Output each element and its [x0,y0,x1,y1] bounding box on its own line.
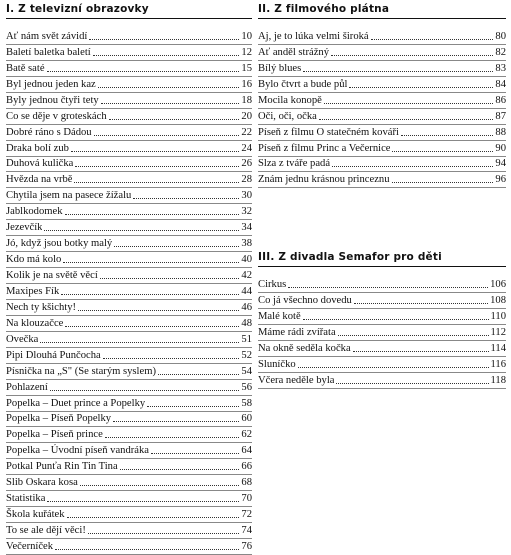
entry-title: Popelka – Duet prince a Popelky [6,397,146,409]
toc-entry [258,61,506,77]
toc-entry [6,539,252,555]
toc-entry [6,236,252,252]
dot-leader [354,303,488,304]
toc-entry [258,341,506,357]
toc-entry [258,125,506,141]
dot-leader [114,246,239,247]
entry-page-number: 112 [490,327,506,339]
toc-entry [258,77,506,93]
entry-page-number: 20 [241,110,252,122]
dot-leader [93,55,240,56]
entry-title: Popelka – Píseň prince [6,429,103,441]
entry-title: Bílý blues [258,62,302,74]
dot-leader [44,230,239,231]
dot-leader [332,166,493,167]
entry-title: Píseň z filmu Princ a Večernice [258,142,391,154]
toc-entry [6,491,252,507]
entry-page-number: 60 [241,413,252,425]
entry-page-number: 42 [241,270,252,281]
entry-page-number: 96 [495,174,506,186]
dot-leader [147,406,239,407]
entry-page-number: 64 [241,445,252,457]
toc-entry [6,459,252,475]
dot-leader [75,166,239,167]
dot-leader [349,87,493,88]
dot-leader [331,55,493,56]
entry-title: Popelka – Píseň Popelky [6,413,112,425]
toc-list-film [258,29,506,188]
entry-title: Včera neděle byla [258,374,335,386]
toc-entry [6,380,252,396]
dot-leader [324,103,494,104]
toc-entry [6,220,252,236]
entry-title: Večerníček [6,540,54,552]
toc-entry [258,309,506,325]
toc-entry [6,507,252,523]
dot-leader [67,517,240,518]
dot-leader [151,453,239,454]
entry-title: Pipi Dlouhá Punčocha [6,349,101,361]
dot-leader [133,198,239,199]
dot-leader [288,287,488,288]
entry-page-number: 84 [495,78,506,90]
dot-leader [101,103,240,104]
dot-leader [61,294,239,295]
entry-title: Píseň z filmu O statečném kováři [258,126,399,138]
dot-leader [319,119,494,120]
dot-leader [103,358,240,359]
entry-page-number: 24 [241,142,252,154]
dot-leader [120,469,240,470]
entry-page-number: 94 [495,158,506,170]
toc-entry [6,396,252,412]
entry-title: Pohlazení [6,381,48,393]
entry-page-number: 116 [490,359,506,370]
entry-title: Slib Oskara kosa [6,477,78,489]
toc-entry [6,172,252,188]
entry-title: Malé kotě [258,311,301,323]
entry-title: Mocila konopě [258,94,322,106]
entry-title: Oči, oči, očka [258,110,317,122]
entry-page-number: 58 [241,397,252,409]
entry-page-number: 26 [241,158,252,170]
dot-leader [71,151,239,152]
entry-title: Jezevčík [6,222,43,234]
entry-title: Duhová kulička [6,158,74,170]
entry-title: Draka bolí zub [6,142,69,154]
entry-title: Dobré ráno s Dádou [6,126,92,138]
entry-title: Kolik je na světě věcí [6,270,98,281]
entry-title: Sluníčko [258,359,296,370]
dot-leader [371,39,494,40]
entry-title: Baletí baletka baletí [6,46,91,58]
entry-page-number: 54 [241,365,252,377]
entry-page-number: 44 [241,285,252,297]
entry-page-number: 18 [241,94,252,106]
toc-entry [258,373,506,389]
entry-title: Hvězda na vrbě [6,174,73,186]
toc-entry [258,29,506,45]
toc-entry [258,325,506,341]
toc-list-television [6,29,252,555]
entry-title: Nech ty kšichty! [6,301,77,313]
dot-leader [401,135,493,136]
toc-entry [6,284,252,300]
dot-leader [109,119,240,120]
toc-entry [6,475,252,491]
entry-page-number: 46 [241,301,252,313]
entry-title: Batě saté [6,62,45,74]
entry-page-number: 110 [490,311,506,323]
toc-entry [258,293,506,309]
entry-title: Ať anděl strážný [258,46,330,58]
toc-entry [6,204,252,220]
entry-title: Písnička na „S" (Se starým syslem) [6,365,156,377]
entry-page-number: 51 [241,333,252,345]
entry-title: Maxipes Fík [6,285,60,297]
toc-entry [6,300,252,316]
entry-title: Statistika [6,493,46,505]
left-column [6,0,252,555]
entry-page-number: 40 [241,254,252,266]
entry-page-number: 74 [241,525,252,536]
entry-title: Znám jednu krásnou princeznu [258,174,390,186]
dot-leader [89,39,239,40]
dot-leader [392,151,493,152]
toc-entry [6,45,252,61]
toc-entry [6,443,252,459]
toc-entry [258,357,506,373]
entry-page-number: 16 [241,78,252,90]
toc-entry [6,427,252,443]
entry-title: Škola kuřátek [6,509,65,521]
toc-entry [258,93,506,109]
section-title-semafor: III. Z divadla Semafor pro děti [258,248,506,267]
toc-entry [6,157,252,173]
dot-leader [303,71,493,72]
entry-page-number: 52 [241,349,252,361]
dot-leader [353,351,489,352]
entry-page-number: 106 [490,279,506,291]
toc-entry [6,348,252,364]
entry-title: Kdo má kolo [6,254,62,266]
toc-entry [6,332,252,348]
entry-page-number: 34 [241,222,252,234]
toc-entry [6,188,252,204]
entry-page-number: 38 [241,238,252,250]
entry-page-number: 10 [241,30,252,42]
entry-page-number: 76 [241,540,252,552]
entry-page-number: 30 [241,190,252,202]
toc-entry [258,109,506,125]
entry-title: Jó, když jsou botky malý [6,238,113,250]
dot-leader [63,262,239,263]
entry-title: Co se děje v groteskách [6,110,107,122]
entry-page-number: 22 [241,126,252,138]
toc-entry [6,364,252,380]
entry-title: To se ale dějí věci! [6,525,86,536]
dot-leader [47,501,239,502]
entry-page-number: 87 [495,110,506,122]
entry-page-number: 118 [490,374,506,386]
entry-page-number: 83 [495,62,506,74]
entry-title: Byl jednou jeden kaz [6,78,96,90]
entry-title: Ať nám svět závidí [6,30,88,42]
toc-entry [6,125,252,141]
entry-title: Slza z tváře padá [258,158,331,170]
toc-entry [6,523,252,539]
toc-entry [6,316,252,332]
right-column [258,0,506,389]
entry-page-number: 56 [241,381,252,393]
entry-title: Byly jednou čtyři tety [6,94,99,106]
dot-leader [78,310,239,311]
entry-title: Popelka – Úvodní píseň vandráka [6,445,149,457]
entry-title: Na okně seděla kočka [258,343,351,355]
entry-page-number: 80 [495,30,506,42]
toc-entry [6,77,252,93]
section-title-television: I. Z televizní obrazovky [6,0,252,19]
entry-page-number: 48 [241,317,252,329]
toc-entry [258,141,506,157]
dot-leader [98,87,240,88]
entry-page-number: 72 [241,509,252,521]
dot-leader [113,421,239,422]
entry-page-number: 70 [241,493,252,505]
entry-title: Aj, je to lúka velmi široká [258,30,369,42]
toc-entry [6,412,252,428]
dot-leader [74,182,239,183]
entry-page-number: 82 [495,46,506,58]
entry-page-number: 28 [241,174,252,186]
entry-page-number: 66 [241,461,252,473]
entry-title: Bylo čtvrt a bude půl [258,78,348,90]
entry-title: Jablkodomek [6,206,63,218]
dot-leader [65,214,240,215]
entry-title: Potkal Punťa Rin Tin Tina [6,461,118,473]
toc-entry [6,268,252,284]
entry-title: Ovečka [6,333,39,345]
dot-leader [50,390,240,391]
dot-leader [88,533,240,534]
entry-page-number: 68 [241,477,252,489]
dot-leader [392,182,494,183]
toc-entry [6,141,252,157]
entry-page-number: 90 [495,142,506,154]
entry-page-number: 12 [241,46,252,58]
entry-page-number: 15 [241,62,252,74]
dot-leader [158,374,239,375]
entry-title: Máme rádi zvířata [258,327,336,339]
dot-leader [55,549,239,550]
toc-list-semafor [258,277,506,389]
entry-title: Cirkus [258,279,287,291]
dot-leader [298,367,489,368]
dot-leader [47,71,240,72]
toc-entry [6,252,252,268]
entry-page-number: 114 [490,343,506,355]
entry-title: Chytila jsem na pasece žížalu [6,190,132,202]
dot-leader [336,383,488,384]
entry-page-number: 86 [495,94,506,106]
entry-page-number: 32 [241,206,252,218]
entry-page-number: 88 [495,126,506,138]
entry-page-number: 62 [241,429,252,441]
toc-entry [6,109,252,125]
section-title-film: II. Z filmového plátna [258,0,506,19]
entry-page-number: 108 [490,295,506,307]
toc-entry [258,45,506,61]
toc-entry [6,29,252,45]
toc-entry [258,277,506,293]
toc-entry [258,172,506,188]
toc-entry [258,157,506,173]
toc-entry [6,61,252,77]
entry-title: Na klouzačce [6,317,64,329]
dot-leader [303,319,489,320]
dot-leader [94,135,240,136]
toc-entry [6,93,252,109]
dot-leader [338,335,489,336]
dot-leader [105,437,240,438]
entry-title: Co já všechno dovedu [258,295,352,307]
section-gap [258,188,506,248]
dot-leader [100,278,240,279]
dot-leader [40,342,239,343]
dot-leader [65,326,239,327]
dot-leader [80,485,240,486]
